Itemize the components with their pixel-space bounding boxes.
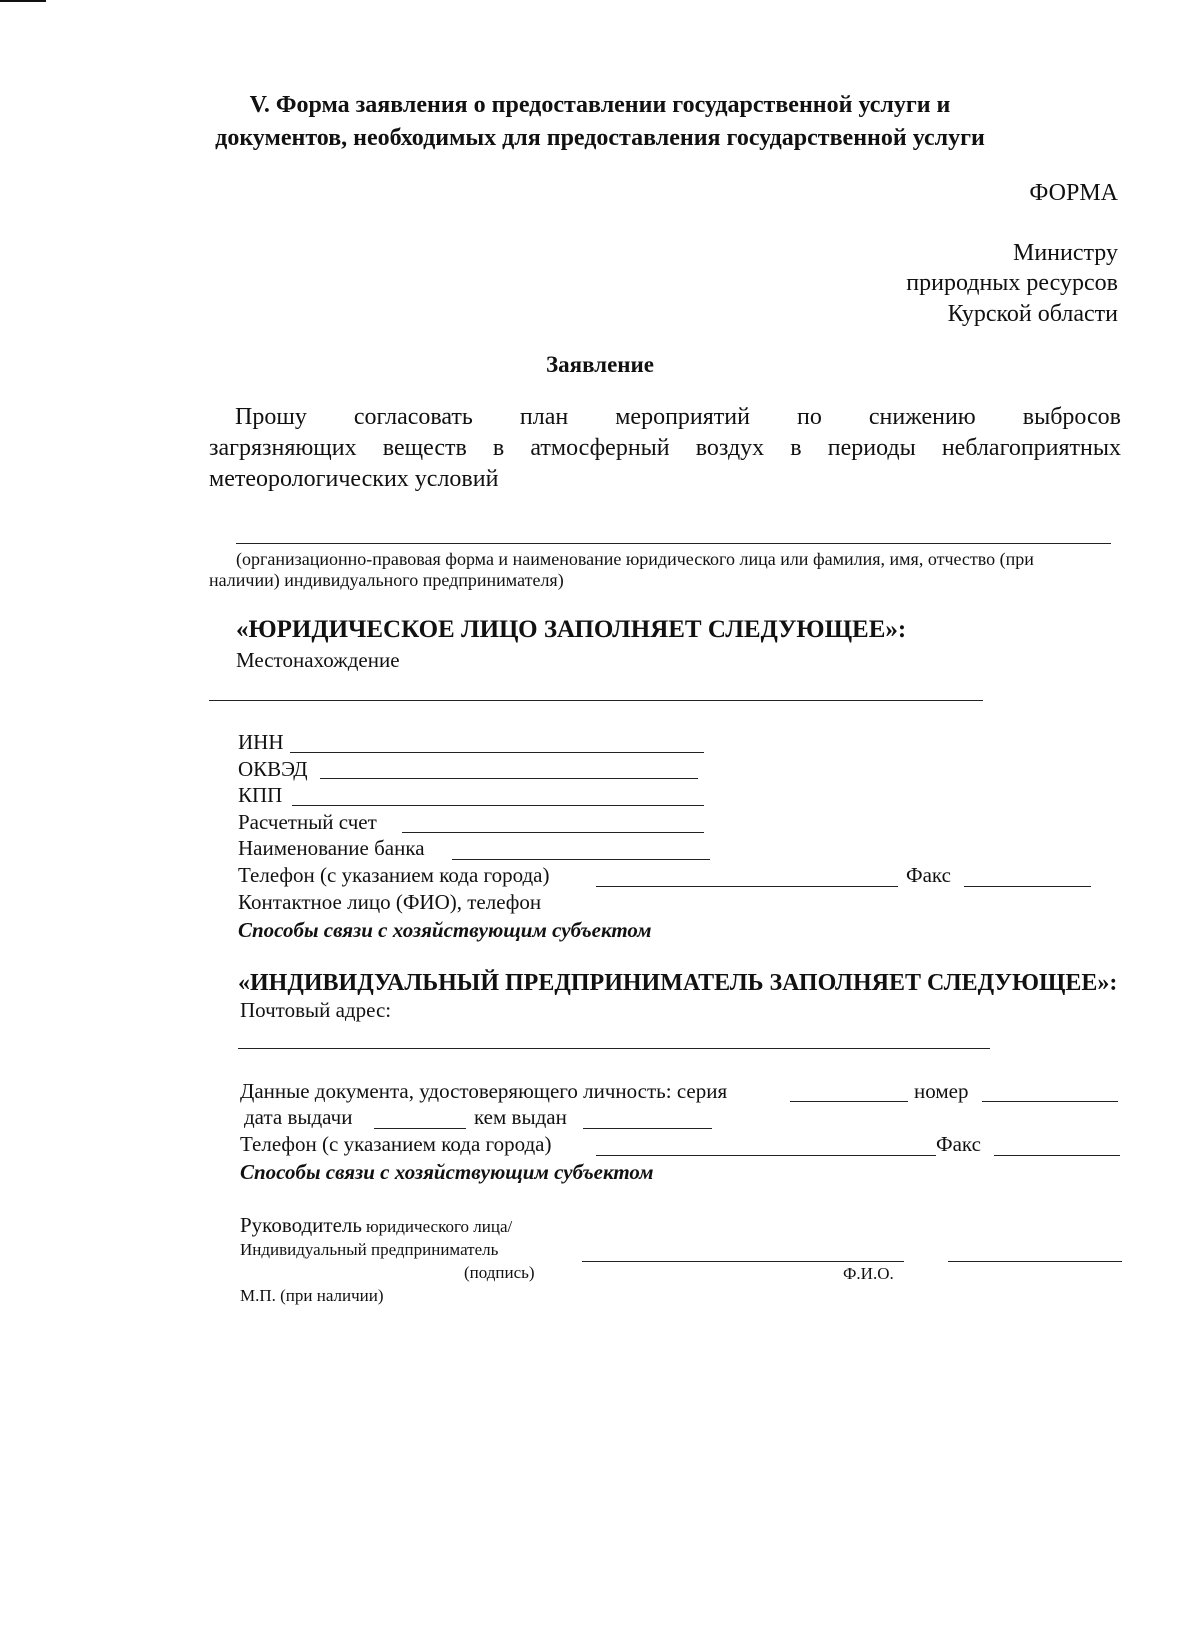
addressee-line-1: Министру bbox=[1013, 240, 1118, 266]
inn-field[interactable] bbox=[290, 752, 704, 753]
individual-phone-field[interactable] bbox=[596, 1155, 936, 1156]
inn-label: ИНН bbox=[238, 730, 284, 754]
application-heading: Заявление bbox=[545, 352, 655, 377]
addressee-line-3: Курской области bbox=[947, 301, 1118, 327]
individual-fax-field[interactable] bbox=[994, 1155, 1120, 1156]
individual-phone-label: Телефон (с указанием кода города) bbox=[240, 1132, 552, 1156]
bank-field[interactable] bbox=[452, 859, 710, 860]
applicant-caption-line-1: (организационно-правовая форма и наименование юридического лица или фамилия, имя, отчество (при bbox=[236, 549, 1034, 569]
issue-date-label: дата выдачи bbox=[244, 1105, 353, 1129]
postal-address-label: Почтовый адрес: bbox=[240, 998, 392, 1022]
issued-by-label: кем выдан bbox=[474, 1105, 567, 1129]
request-line-1: Прошу согласовать план мероприятий по снижению выбросов bbox=[235, 404, 1121, 430]
account-field[interactable] bbox=[402, 832, 704, 833]
account-label: Расчетный счет bbox=[238, 810, 377, 834]
full-name-field[interactable] bbox=[948, 1261, 1122, 1262]
id-document-label: Данные документа, удостоверяющего личность: серия bbox=[240, 1079, 728, 1103]
full-name-caption: Ф.И.О. bbox=[843, 1264, 894, 1283]
individual-comm-label: Способы связи с хозяйствующим субъектом bbox=[240, 1160, 654, 1184]
signatory-head-rest: юридического лица/ bbox=[365, 1217, 513, 1236]
id-number-field[interactable] bbox=[982, 1101, 1118, 1102]
request-line-2: загрязняющих веществ в атмосферный воздух в периоды неблагоприятных bbox=[209, 435, 1121, 461]
issue-date-field[interactable] bbox=[374, 1128, 466, 1129]
individual-heading: «ИНДИВИДУАЛЬНЫЙ ПРЕДПРИНИМАТЕЛЬ ЗАПОЛНЯЕТ СЛЕДУЮЩЕЕ»: bbox=[238, 970, 1118, 996]
legal-entity-heading: «ЮРИДИЧЕСКОЕ ЛИЦО ЗАПОЛНЯЕТ СЛЕДУЮЩЕЕ»: bbox=[236, 616, 907, 643]
scan-edge-mark bbox=[0, 0, 46, 2]
signatory-head-word: Руководитель bbox=[240, 1213, 362, 1237]
id-number-label: номер bbox=[914, 1079, 969, 1103]
addressee-line-2: природных ресурсов bbox=[906, 270, 1118, 296]
contact-label: Контактное лицо (ФИО), телефон bbox=[238, 890, 542, 914]
issued-by-field[interactable] bbox=[583, 1128, 712, 1129]
bank-label: Наименование банка bbox=[238, 836, 425, 860]
kpp-field[interactable] bbox=[292, 805, 704, 806]
legal-phone-label: Телефон (с указанием кода города) bbox=[238, 863, 550, 887]
applicant-name-field[interactable] bbox=[236, 543, 1111, 544]
form-label: ФОРМА bbox=[1029, 180, 1118, 206]
signature-field[interactable] bbox=[582, 1261, 904, 1262]
legal-location-field[interactable] bbox=[209, 700, 983, 701]
individual-entrepreneur-label: Индивидуальный предприниматель bbox=[240, 1240, 499, 1259]
seal-label: М.П. (при наличии) bbox=[240, 1286, 384, 1305]
legal-location-label: Местонахождение bbox=[236, 648, 400, 672]
legal-fax-field[interactable] bbox=[964, 886, 1091, 887]
signatory-label bbox=[240, 1213, 512, 1238]
okved-label: ОКВЭД bbox=[238, 757, 308, 781]
individual-fax-label: Факс bbox=[936, 1132, 981, 1156]
document-title-line-2: документов, необходимых для предоставления государственной услуги bbox=[215, 125, 985, 151]
postal-address-field[interactable] bbox=[238, 1048, 990, 1049]
document-title-line-1: V. Форма заявления о предоставлении государственной услуги и bbox=[249, 92, 951, 118]
request-line-3: метеорологических условий bbox=[209, 466, 499, 492]
legal-fax-label: Факс bbox=[906, 863, 951, 887]
applicant-caption-line-2: наличии) индивидуального предпринимателя) bbox=[209, 570, 564, 590]
legal-phone-field[interactable] bbox=[596, 886, 898, 887]
kpp-label: КПП bbox=[238, 783, 283, 807]
legal-comm-label: Способы связи с хозяйствующим субъектом bbox=[238, 918, 652, 942]
id-series-field[interactable] bbox=[790, 1101, 908, 1102]
okved-field[interactable] bbox=[320, 778, 698, 779]
signature-caption: (подпись) bbox=[464, 1263, 535, 1282]
